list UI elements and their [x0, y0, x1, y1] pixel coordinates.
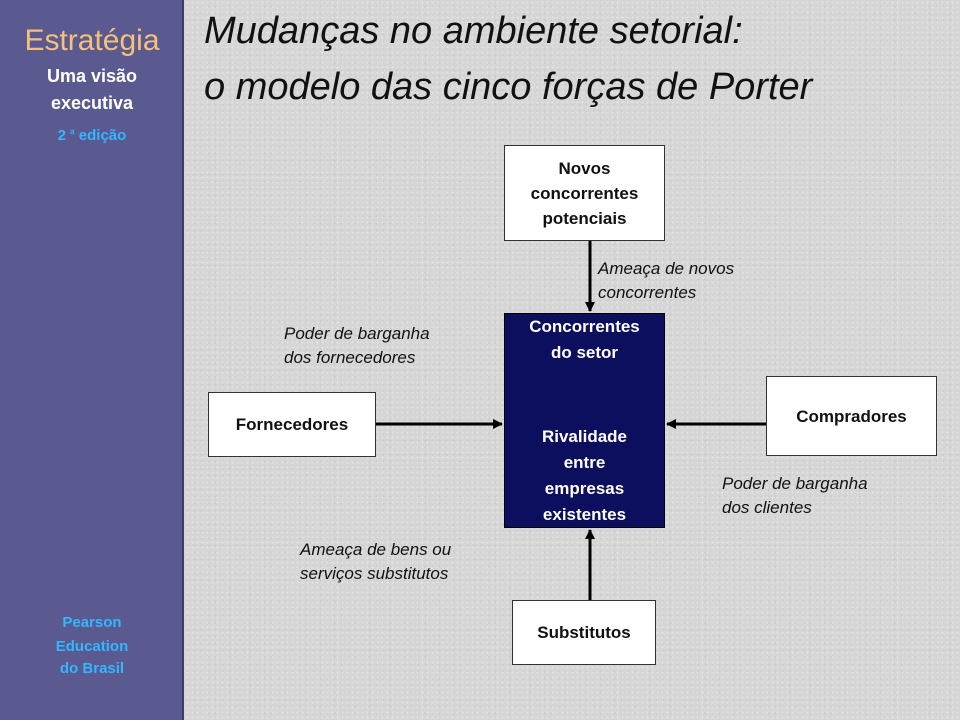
center-rivalry-line1: Rivalidade — [541, 427, 628, 446]
center-heading — [505, 314, 664, 366]
center-rivalry-line2: entre — [563, 453, 606, 472]
book-subtitle-line2: executiva — [50, 93, 134, 113]
node-substitutes — [512, 600, 656, 665]
center-rivalry-line3: empresas — [544, 479, 625, 498]
publisher-line3: do Brasil — [59, 660, 125, 677]
publisher-line2: Education — [55, 638, 129, 655]
node-new-entrants-line1: Novos — [558, 158, 611, 178]
slide-title-line2: o modelo das cinco forças de Porter — [204, 66, 813, 108]
node-substitutes-label: Substitutos — [537, 623, 631, 642]
node-suppliers-label: Fornecedores — [235, 415, 349, 434]
node-new-entrants-line3: potenciais — [542, 208, 627, 228]
edition-number: 2 — [57, 127, 66, 144]
label-threat-new-entrants-line2: concorrentes — [598, 283, 697, 302]
label-threat-new-entrants-line1: Ameaça de novos — [598, 259, 735, 278]
center-rivalry-line4: existentes — [542, 505, 627, 524]
node-new-entrants-line2: concorrentes — [530, 183, 639, 203]
edition-superscript: a — [70, 127, 75, 136]
book-subtitle-line1: Uma visão — [46, 66, 138, 86]
node-industry-competitors — [504, 313, 665, 528]
book-title: Estratégia — [24, 24, 160, 57]
label-threat-new-entrants — [598, 257, 734, 305]
publisher-line1: Pearson — [62, 614, 122, 631]
label-supplier-power-line1: Poder de barganha — [284, 324, 430, 343]
center-heading-line2: do setor — [550, 343, 619, 362]
label-threat-substitutes-line2: serviços substitutos — [300, 564, 449, 583]
node-buyers — [766, 376, 937, 456]
edition-word: edição — [78, 127, 127, 144]
node-buyers-label: Compradores — [796, 406, 907, 426]
node-new-entrants — [504, 145, 665, 241]
label-threat-substitutes-line1: Ameaça de bens ou — [300, 540, 452, 559]
node-suppliers — [208, 392, 376, 457]
center-rivalry — [505, 424, 664, 528]
label-buyer-power-line2: dos clientes — [722, 498, 812, 517]
label-supplier-power-line2: dos fornecedores — [284, 348, 416, 367]
label-buyer-power — [722, 472, 868, 520]
label-supplier-power — [284, 322, 430, 370]
label-threat-substitutes — [300, 538, 451, 586]
slide-title-line1: Mudanças no ambiente setorial: — [204, 10, 743, 52]
center-heading-line1: Concorrentes — [529, 317, 640, 336]
label-buyer-power-line1: Poder de barganha — [722, 474, 868, 493]
